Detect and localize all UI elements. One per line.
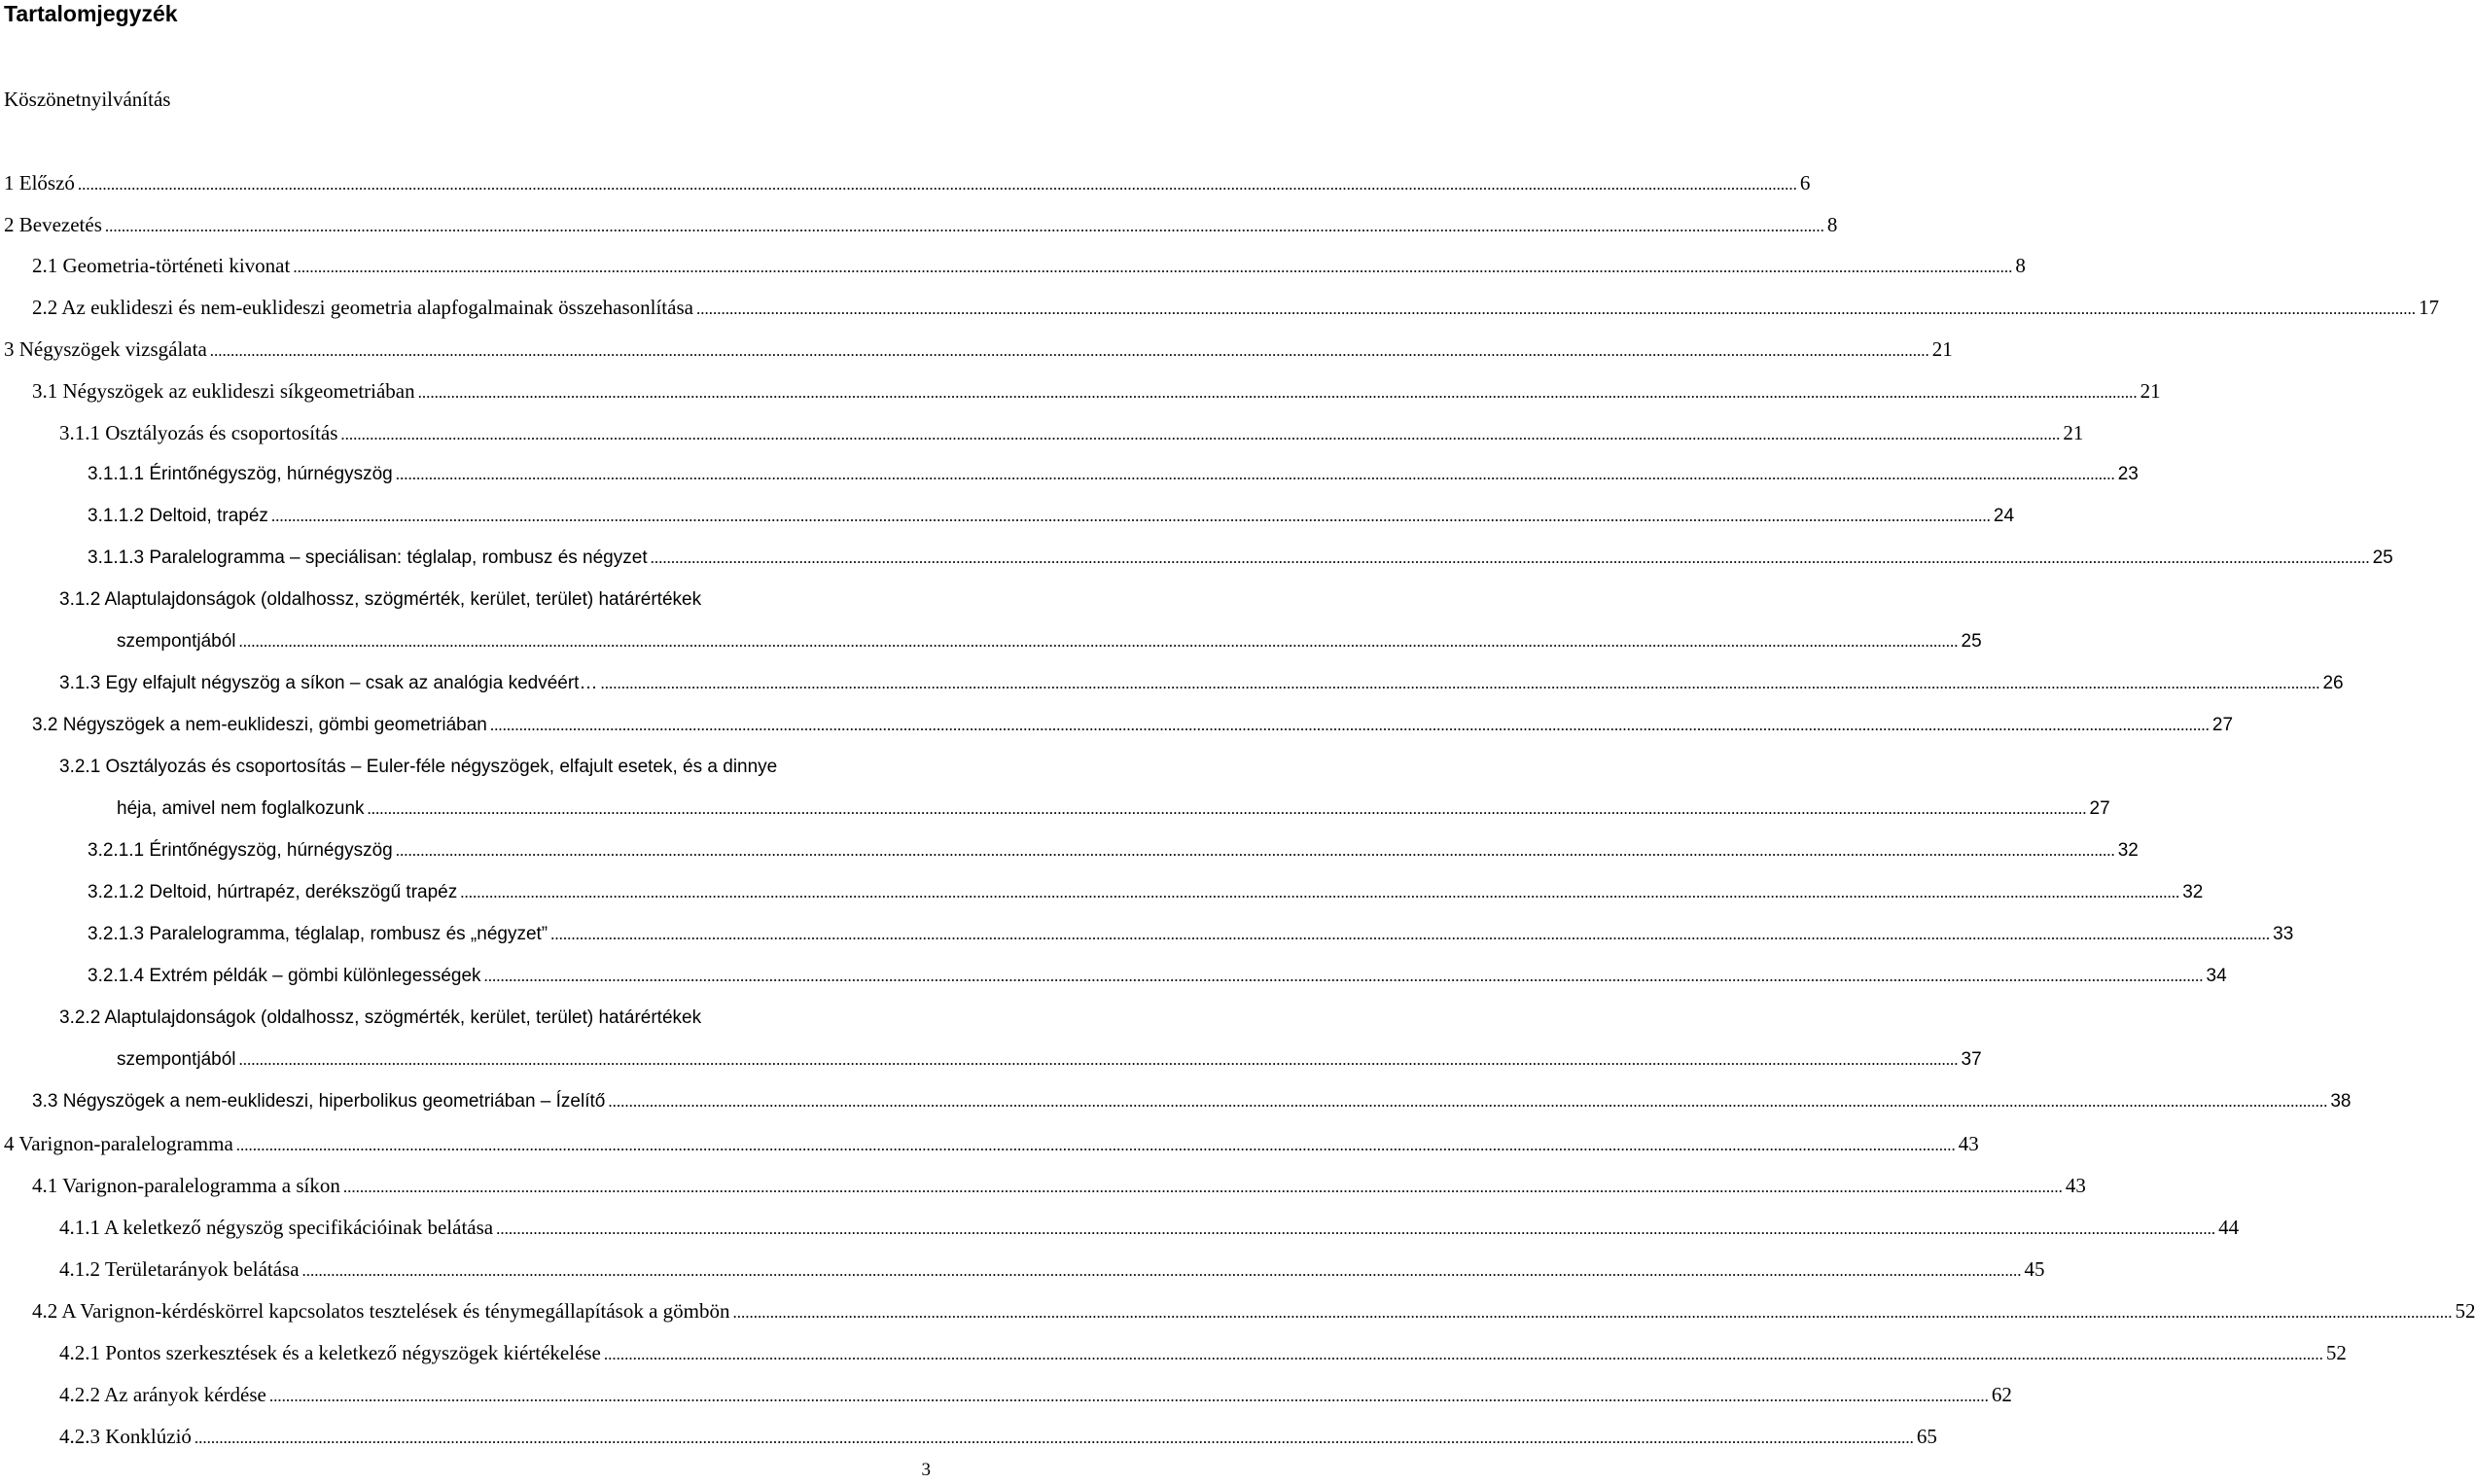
toc-leader-dots <box>393 461 2118 488</box>
toc-entry-label: szempontjából <box>117 631 236 652</box>
toc-entry-label-line1[interactable]: 3.2.2 Alaptulajdonságok (oldalhossz, szögmérték, kerület, terület) határértékek <box>59 1007 702 1028</box>
toc-leader-dots <box>648 545 2373 572</box>
toc-entry-label: 3.2.1.3 Paralelogramma, téglalap, rombusz és „négyzet” <box>88 924 548 944</box>
toc-entry-page: 8 <box>1826 213 1838 236</box>
toc-entry-label-line1[interactable]: 3.2.1 Osztályozás és csoportosítás – Euler-féle négyszögek, elfajult esetek, és a dinnye <box>59 757 778 777</box>
toc-entry-page: 33 <box>2273 924 2294 944</box>
toc-entry[interactable] <box>59 1423 1937 1450</box>
toc-leader-dots <box>481 963 2207 990</box>
toc-entry-label: 3.1 Négyszögek az euklideszi síkgeometriában <box>32 379 415 403</box>
toc-entry[interactable] <box>59 1339 2347 1366</box>
toc-entry-page: 27 <box>2089 798 2110 819</box>
toc-entry-page: 38 <box>2330 1091 2352 1112</box>
toc-entry[interactable] <box>117 795 2110 823</box>
toc-entry[interactable] <box>32 1088 2352 1115</box>
toc-entry-label: 4.1 Varignon-paralelogramma a síkon <box>32 1174 340 1197</box>
toc-entry-page: 52 <box>2325 1341 2347 1364</box>
toc-leader-dots <box>730 1299 2456 1326</box>
toc-leader-dots <box>415 379 2140 406</box>
toc-leader-dots <box>337 421 2063 448</box>
toc-entry[interactable] <box>4 169 1811 196</box>
toc-entry-page: 65 <box>1916 1425 1937 1448</box>
toc-entry[interactable] <box>4 1130 1979 1157</box>
toc-entry-label: 4.2.3 Konklúzió <box>59 1425 192 1448</box>
toc-entry-label: 3.3 Négyszögek a nem-euklideszi, hiperbolikus geometriában – Ízelítő <box>32 1091 606 1112</box>
toc-leader-dots <box>266 1383 1992 1410</box>
toc-leader-dots <box>393 837 2118 865</box>
toc-entry-label: 4.2 A Varignon-kérdéskörrel kapcsolatos tesztelések és ténymegállapítások a gömbön <box>32 1299 730 1323</box>
toc-leader-dots <box>236 628 1962 655</box>
toc-entry-label: 4.2.2 Az arányok kérdése <box>59 1383 266 1406</box>
acknowledgement-link[interactable]: Köszönetnyilvánítás <box>4 88 171 111</box>
toc-leader-dots <box>605 1088 2330 1115</box>
toc-entry-page: 21 <box>2063 421 2084 444</box>
toc-entry-label: 3.1.1.1 Érintőnégyszög, húrnégyszög <box>88 464 393 484</box>
toc-entry-label: 4 Varignon-paralelogramma <box>4 1132 233 1155</box>
toc-leader-dots <box>233 1132 1959 1159</box>
toc-entry[interactable] <box>32 252 2026 279</box>
toc-leader-dots <box>340 1174 2066 1201</box>
toc-entry-page: 37 <box>1961 1049 1982 1070</box>
toc-entry-page: 34 <box>2206 966 2227 986</box>
toc-leader-dots <box>75 171 1800 198</box>
toc-entry-page: 27 <box>2211 715 2234 735</box>
toc-leader-dots <box>493 1216 2218 1243</box>
toc-entry[interactable] <box>4 211 1838 238</box>
toc-entry-page: 32 <box>2182 882 2204 902</box>
page-title: Tartalomjegyzék <box>4 1 178 26</box>
toc-entry-page: 43 <box>2065 1174 2086 1197</box>
toc-entry-page: 26 <box>2322 673 2344 693</box>
toc-leader-dots <box>457 879 2182 906</box>
toc-entry-label: 3.1.1 Osztályozás és csoportosítás <box>59 421 338 444</box>
toc-leader-dots <box>548 921 2273 948</box>
toc-leader-dots <box>207 337 1932 365</box>
toc-entry[interactable] <box>59 670 2344 697</box>
toc-entry[interactable] <box>117 1046 1982 1074</box>
toc-leader-dots <box>597 670 2322 697</box>
toc-entry[interactable] <box>88 545 2393 572</box>
toc-leader-dots <box>290 254 2015 281</box>
toc-entry-label: 3.2 Négyszögek a nem-euklideszi, gömbi geometriában <box>32 715 487 735</box>
toc-entry-page: 32 <box>2117 840 2139 861</box>
toc-entry-page: 62 <box>1991 1383 2012 1406</box>
toc-entry-page: 17 <box>2418 296 2439 319</box>
toc-entry-label: 3.2.1.4 Extrém példák – gömbi különlegességek <box>88 966 481 986</box>
toc-entry-label-line1[interactable]: 3.1.2 Alaptulajdonságok (oldalhossz, szögmérték, kerület, terület) határértékek <box>59 589 702 610</box>
toc-entry[interactable] <box>32 712 2234 739</box>
toc-leader-dots <box>487 712 2212 739</box>
toc-entry-label: 2.1 Geometria-történeti kivonat <box>32 254 291 277</box>
toc-entry-label: 4.1.2 Területarányok belátása <box>59 1257 300 1281</box>
toc-entry-label: 3.2.1.1 Érintőnégyszög, húrnégyszög <box>88 840 393 861</box>
toc-entry-page: 8 <box>2015 254 2026 277</box>
toc-entry-label: 3.1.3 Egy elfajult négyszög a síkon – csak az analógia kedvéért… <box>59 673 598 693</box>
toc-entry[interactable] <box>4 336 1953 363</box>
toc-entry[interactable] <box>59 1255 2045 1283</box>
toc-entry[interactable] <box>88 879 2204 906</box>
toc-entry[interactable] <box>59 1381 2012 1408</box>
toc-leader-dots <box>300 1257 2025 1285</box>
toc-entry[interactable] <box>59 1214 2240 1241</box>
toc-entry-page: 44 <box>2218 1216 2240 1239</box>
toc-entry-label: 1 Előszó <box>4 171 75 194</box>
toc-entry[interactable] <box>32 294 2439 321</box>
toc-leader-dots <box>102 213 1827 240</box>
toc-entry-label: 2 Bevezetés <box>4 213 102 236</box>
toc-entry-page: 6 <box>1799 171 1811 194</box>
toc-entry-page: 25 <box>1961 631 1982 652</box>
toc-entry-page: 43 <box>1958 1132 1979 1155</box>
toc-entry[interactable] <box>88 921 2294 948</box>
toc-entry[interactable] <box>32 1297 2476 1325</box>
toc-entry-label: 3.1.1.3 Paralelogramma – speciálisan: téglalap, rombusz és négyzet <box>88 548 648 568</box>
toc-entry-label: 3.1.1.2 Deltoid, trapéz <box>88 506 268 526</box>
toc-entry-page: 21 <box>1931 337 1953 361</box>
toc-entry[interactable] <box>59 419 2084 446</box>
toc-leader-dots <box>236 1046 1962 1074</box>
page-number: 3 <box>921 1460 931 1480</box>
toc-entry[interactable] <box>117 628 1982 655</box>
toc-entry-page: 45 <box>2024 1257 2045 1281</box>
toc-entry-label: 3.2.1.2 Deltoid, húrtrapéz, derékszögű trapéz <box>88 882 458 902</box>
toc-entry[interactable] <box>88 461 2139 488</box>
toc-entry-page: 21 <box>2140 379 2161 403</box>
toc-entry-label: héja, amivel nem foglalkozunk <box>117 798 365 819</box>
toc-leader-dots <box>693 296 2419 323</box>
toc-entry[interactable] <box>32 377 2161 405</box>
toc-entry-label: szempontjából <box>117 1049 236 1070</box>
toc-entry[interactable] <box>88 503 2015 530</box>
toc-entry[interactable] <box>88 837 2139 865</box>
toc-leader-dots <box>365 795 2090 823</box>
toc-entry-page: 24 <box>1993 506 2015 526</box>
toc-entry-page: 23 <box>2117 464 2139 484</box>
toc-entry-page: 25 <box>2372 548 2393 568</box>
toc-entry[interactable] <box>88 963 2227 990</box>
toc-entry[interactable] <box>32 1172 2086 1199</box>
toc-entry-label: 4.1.1 A keletkező négyszög specifikációinak belátása <box>59 1216 494 1239</box>
toc-leader-dots <box>268 503 1994 530</box>
toc-entry-label: 2.2 Az euklideszi és nem-euklideszi geometria alapfogalmainak összehasonlítása <box>32 296 693 319</box>
toc-leader-dots <box>192 1425 1917 1452</box>
toc-entry-label: 3 Négyszögek vizsgálata <box>4 337 207 361</box>
toc-leader-dots <box>601 1341 2326 1368</box>
toc-entry-page: 52 <box>2455 1299 2476 1323</box>
toc-entry-label: 4.2.1 Pontos szerkesztések és a keletkező négyszögek kiértékelése <box>59 1341 601 1364</box>
